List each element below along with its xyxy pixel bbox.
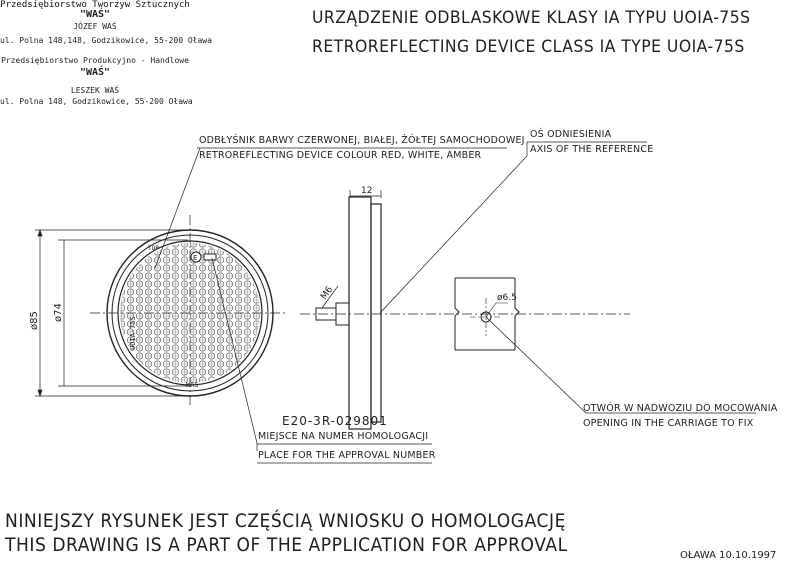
company2-owner: LESZEK WAŚ (70, 86, 120, 95)
footer-polish: NINIEJSZY RYSUNEK JEST CZĘŚCIĄ WNIOSKU O HOMOLOGACJĘ (5, 510, 566, 532)
opening-label-pl: OTWÓR W NADWOZIU DO MOCOWANIA (583, 403, 778, 414)
dim-inner-diameter: ø74 (53, 303, 64, 322)
reflector-label-pl: ODBŁYŚNIK BARWY CZERWONEJ, BIAŁEJ, ŻÓŁTEJ SAMOCHODOWEJ (199, 135, 525, 146)
dim-thread: M6 (319, 284, 336, 302)
dim-thickness: 12 (361, 186, 373, 196)
reflector-side-view (300, 197, 630, 429)
dim-hole: ø6.5 (497, 293, 517, 303)
place-date: OŁAWA 10.10.1997 (680, 550, 777, 561)
company2-address: ul. Polna 148, Godzikowice, 55-200 Oława (0, 97, 193, 106)
device-brand-mark: WAŚ (186, 381, 199, 389)
footer-english: THIS DRAWING IS A PART OF THE APPLICATION FOR APPROVAL (5, 534, 568, 556)
reflector-label-en: RETROREFLECTING DEVICE COLOUR RED, WHITE, AMBER (199, 150, 482, 161)
title-english: RETROREFLECTING DEVICE CLASS IA TYPE UOIA-75S (312, 37, 745, 57)
reflector-front-view (90, 215, 285, 405)
title-polish: URZĄDZENIE ODBLASKOWE KLASY IA TYPU UOIA-75S (312, 8, 751, 28)
axis-label-pl: OŚ ODNIESIENIA (530, 129, 612, 140)
device-top-mark: TOP (148, 245, 159, 252)
company1-name: "WAŚ" (79, 9, 111, 20)
e-mark: E (193, 254, 198, 262)
device-type-mark: UOIA-75S (129, 316, 137, 350)
axis-label-en: AXIS OF THE REFERENCE (530, 144, 654, 155)
approval-code: E20-3R-029801 (282, 414, 388, 428)
company1-address: ul. Polna 148,148, Godzikowice, 55-200 Oława (0, 36, 212, 45)
approval-label-en: PLACE FOR THE APPROVAL NUMBER (258, 450, 436, 461)
company1-line1: Przedsiębiorstwo Tworzyw Sztucznych (0, 0, 190, 10)
opening-label-en: OPENING IN THE CARRIAGE TO FIX (583, 418, 754, 429)
company2-name: "WAŚ" (79, 67, 111, 78)
approval-label-pl: MIEJSCE NA NUMER HOMOLOGACJI (258, 431, 429, 442)
dim-outer-diameter: ø85 (29, 311, 40, 330)
company2-line1: Przedsiębiorstwo Produkcyjno - Handlowe (1, 56, 189, 65)
company1-owner: JÓZEF WAŚ (73, 22, 117, 31)
